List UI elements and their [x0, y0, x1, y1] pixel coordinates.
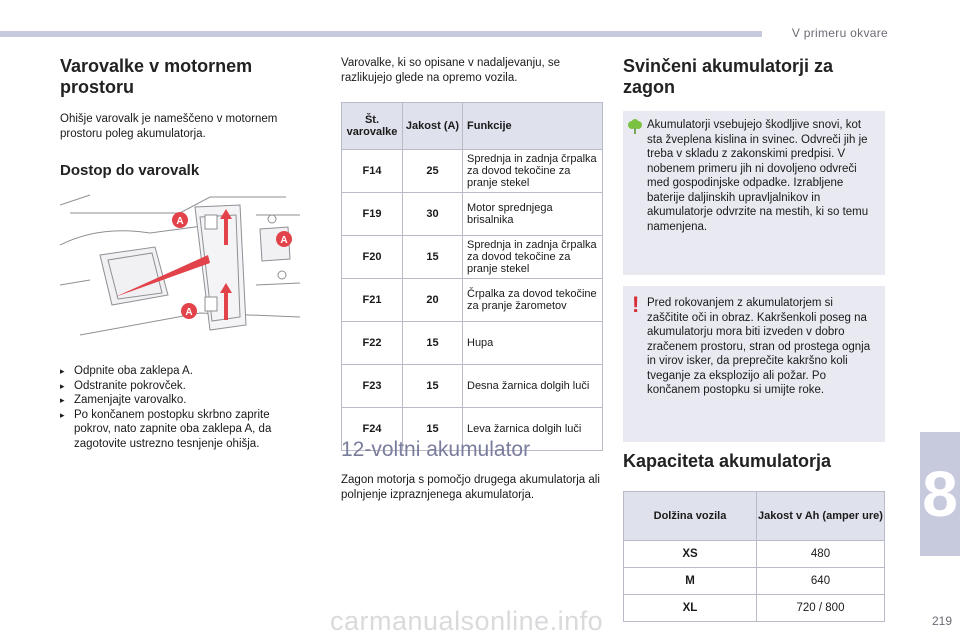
- fuses-title: Varovalke v motornem prostoru: [60, 56, 253, 97]
- warning-icon: !: [632, 292, 640, 317]
- table-row: F22 15 Hupa: [342, 322, 603, 365]
- page-number: 219: [931, 614, 952, 628]
- table-row: F23 15 Desna žarnica dolgih luči: [342, 365, 603, 408]
- chapter-number: 8: [922, 458, 958, 530]
- table-row: M 640: [624, 568, 885, 595]
- eco-note-text: Akumulatorji vsebujejo škodljive snovi, kot sta žveplena kislina in svinec. Odvreči jih je treba v skladu z zakonskimi predpisi. V nobenem primeru jih ni dovoljeno odvreči med gospodinjske odpadke. Izrabljene baterije daljinskih upravljalnikov in akumulatorje odvrzite na mestih, ki so temu namenjena.: [647, 119, 869, 233]
- column-header: Dolžina vozila: [624, 492, 757, 541]
- lead-batteries-title: Svinčeni akumulatorji za zagon: [623, 56, 834, 97]
- column-header: Jakost (A): [403, 103, 463, 150]
- table-header-row: [624, 492, 885, 541]
- section-header: V primeru okvare: [791, 26, 888, 40]
- step-item: ▸ Odpnite oba zaklepa A.: [60, 365, 193, 377]
- table-row: F19 30 Motor sprednjega brisalnika: [342, 193, 603, 236]
- latch-label: A: [176, 216, 184, 227]
- watermark: carmanualsonline.info: [330, 606, 604, 636]
- table-row: F21 20 Črpalka za dovod tekočine za pranje žarometov: [342, 279, 603, 322]
- table-row: F24 15 Leva žarnica dolgih luči: [342, 408, 603, 451]
- eco-note: [623, 111, 885, 275]
- fuses-intro: Ohišje varovalk je nameščeno v motornem prostoru poleg akumulatorja.: [60, 113, 278, 140]
- bullet-icon: ▸: [60, 380, 65, 391]
- latch-label: A: [280, 235, 288, 246]
- battery-12v-text: Zagon motorja s pomočjo drugega akumulatorja ali polnjenje izpraznjenega akumulatorja.: [341, 474, 600, 501]
- table-row: XS 480: [624, 541, 885, 568]
- table-row: XL 720 / 800: [624, 595, 885, 622]
- step-item: ▸ Zamenjajte varovalko.: [60, 394, 187, 406]
- fuse-table: [341, 102, 603, 451]
- middle-column: [341, 56, 603, 85]
- steps-list: [60, 364, 302, 451]
- table-row: F20 15 Sprednja in zadnja črpalka za dovod tekočine za pranje stekel: [342, 236, 603, 279]
- access-subtitle: Dostop do varovalk: [60, 162, 200, 179]
- column-header: Jakost v Ah (amper ure): [757, 492, 885, 541]
- bullet-icon: ▸: [60, 366, 65, 376]
- column-header: Št. varovalke: [342, 103, 403, 150]
- fusebox-illustration: [60, 185, 302, 345]
- capacity-title: Kapaciteta akumulatorja: [623, 451, 832, 471]
- right-column: [623, 56, 885, 98]
- bullet-icon: ▸: [60, 409, 65, 420]
- left-column: [60, 56, 302, 179]
- bullet-icon: ▸: [60, 395, 65, 405]
- column-header: Funkcije: [463, 103, 603, 150]
- latch-label: A: [185, 307, 193, 318]
- eco-leaf-icon: [627, 119, 643, 135]
- warning-note: [623, 286, 885, 442]
- capacity-table: [623, 491, 885, 622]
- fuse-table-intro: Varovalke, ki so opisane v nadaljevanju, se razlikujejo glede na opremo vozila.: [341, 57, 561, 84]
- table-row: F14 25 Sprednja in zadnja črpalka za dovod tekočine za pranje stekel: [342, 150, 603, 193]
- warning-note-text: Pred rokovanjem z akumulatorjem si zaščitite oči in obraz. Kakršenkoli poseg na akumulatorju mora biti izveden v dobro zračenem prostoru, stran od prostega ognja in virov isker, da preprečite kakršno koli tveganje za eksplozijo ali požar. Po končanem postopku si umijte roke.: [647, 297, 871, 396]
- chapter-tab: [920, 432, 960, 556]
- header-bar: [0, 31, 762, 37]
- step-item: ▸ Po končanem postopku skrbno zaprite pokrov, nato zapnite oba zaklepa A, da zagotovite ustrezno tesnjenje ohišja.: [60, 408, 272, 450]
- battery-12v-title: 12-voltni akumulator: [341, 438, 531, 461]
- step-item: ▸ Odstranite pokrovček.: [60, 379, 186, 392]
- table-header-row: [342, 103, 603, 150]
